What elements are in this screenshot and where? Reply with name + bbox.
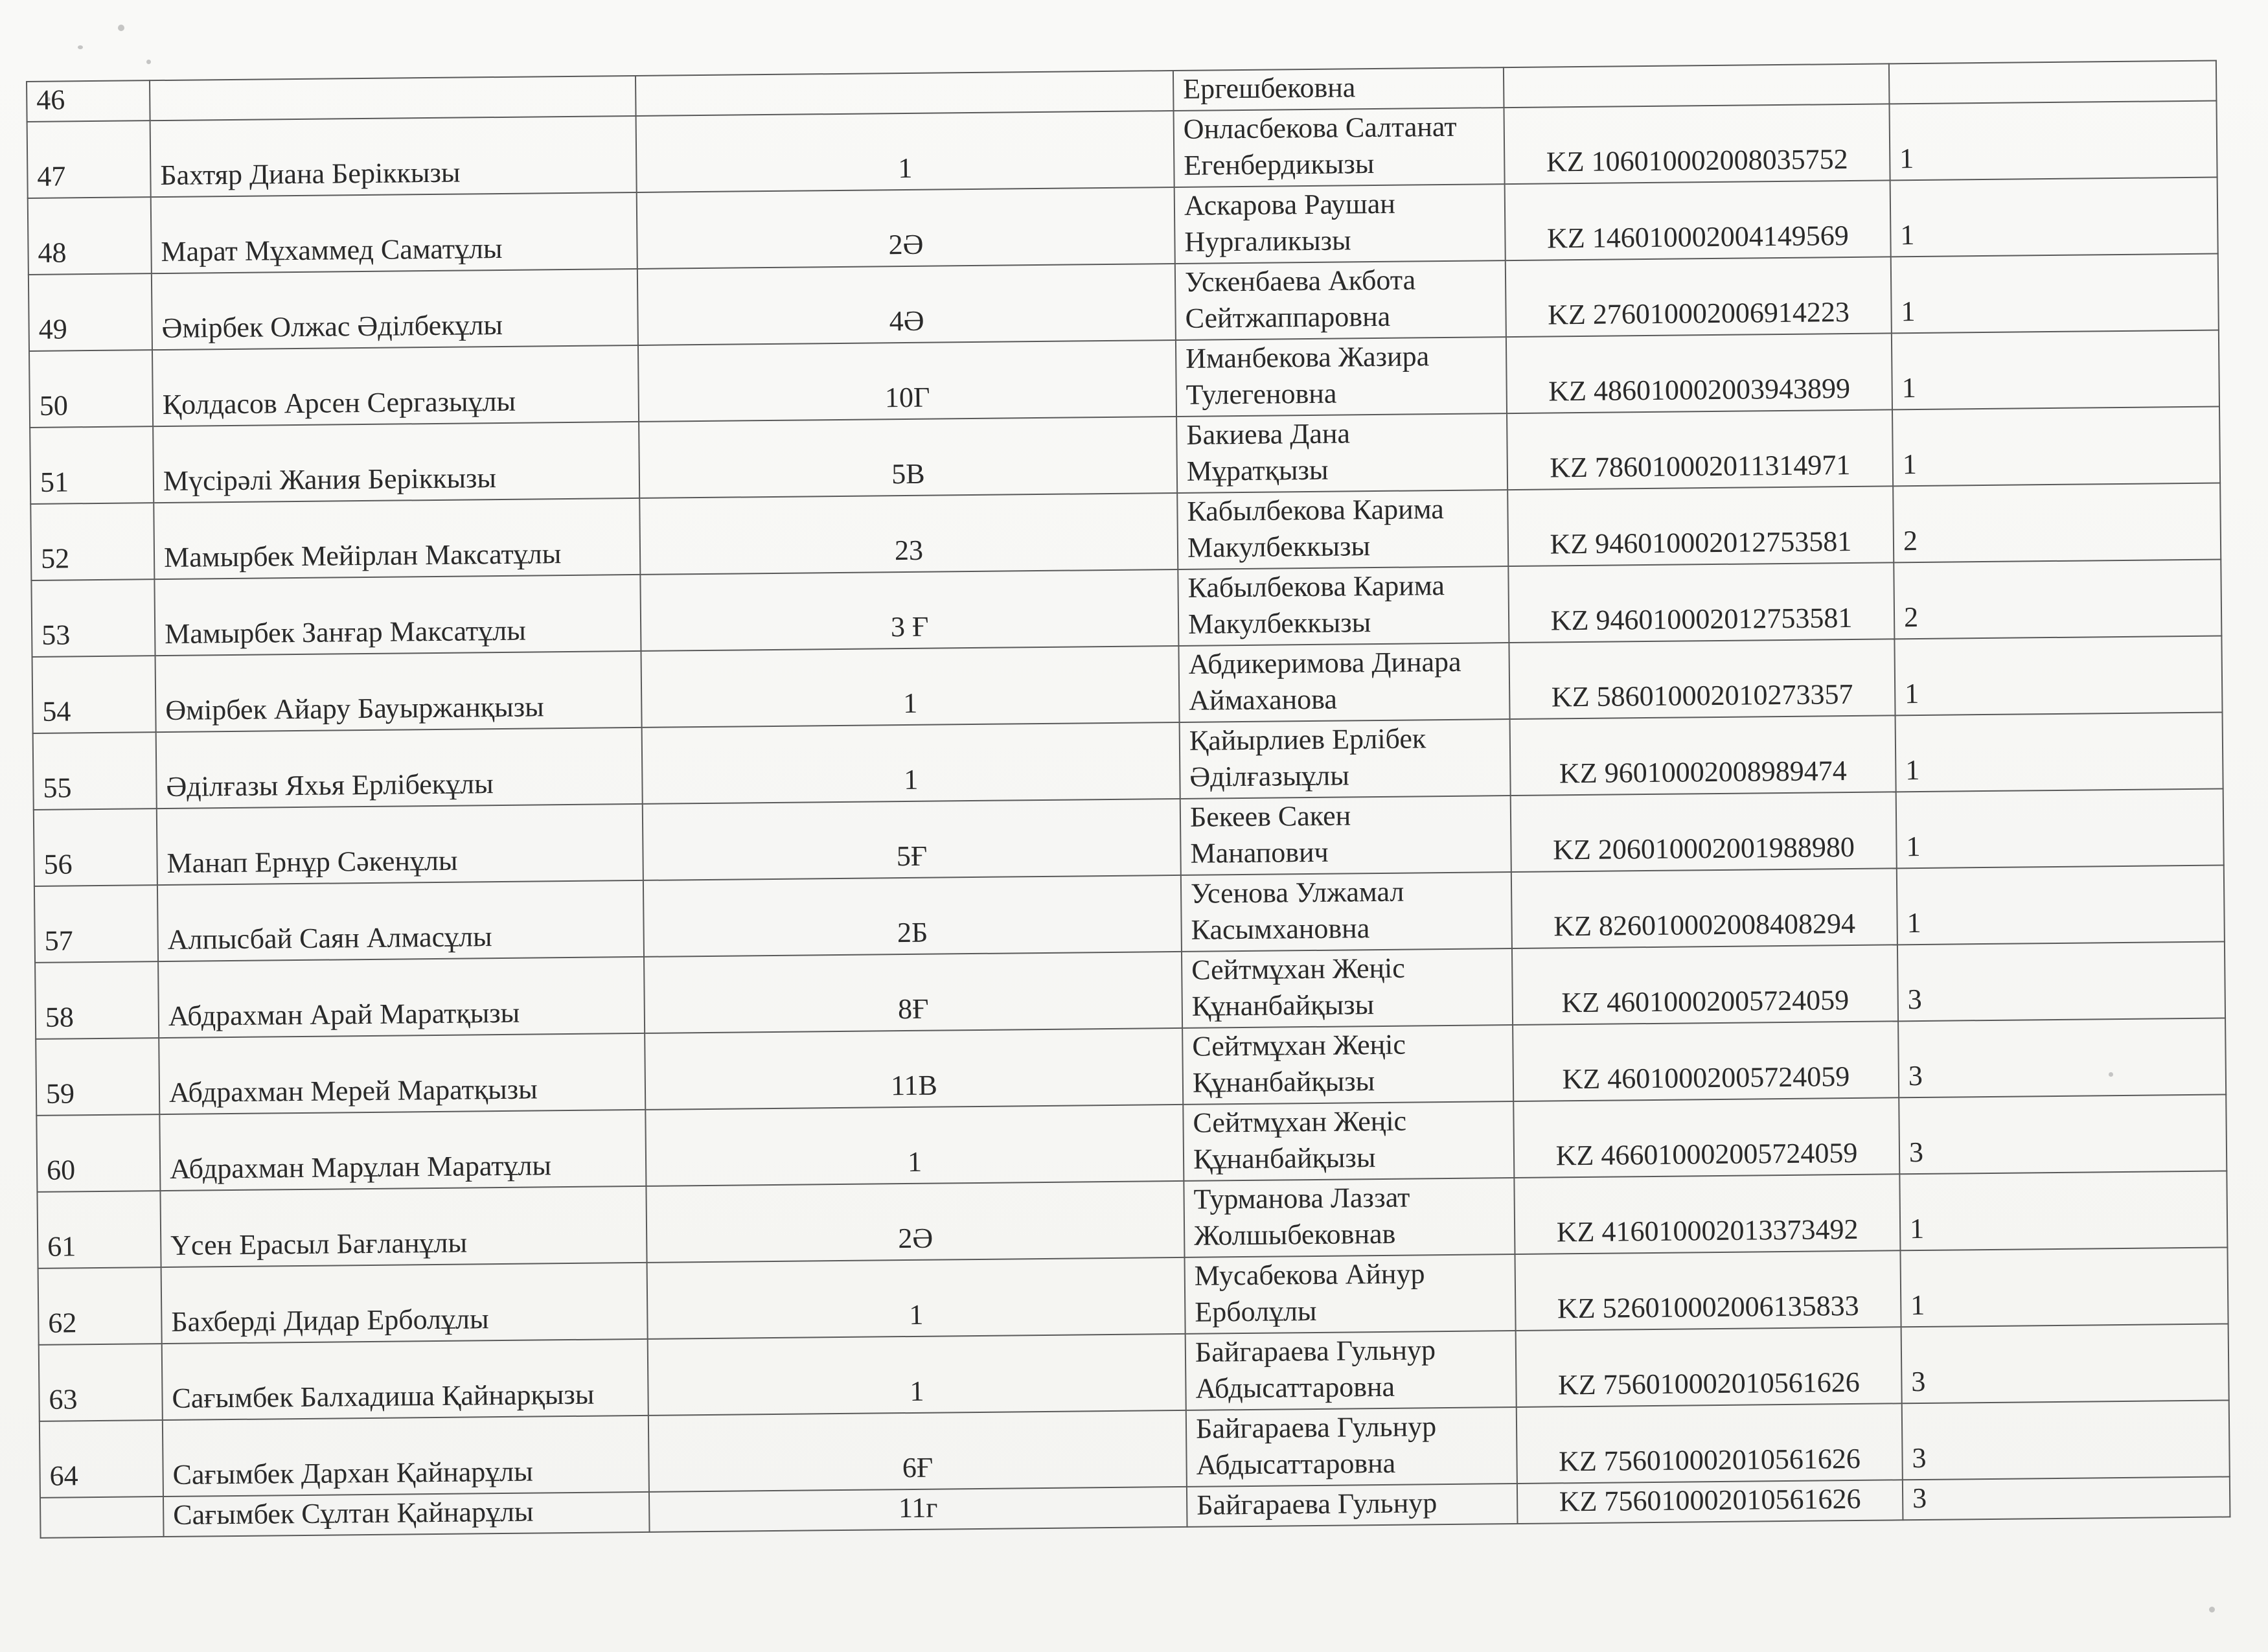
row-number-cell: 47: [27, 120, 151, 198]
account-number-cell: KZ 946010002012753581: [1508, 562, 1894, 643]
children-count-cell: 1: [1892, 330, 2219, 410]
parent-name-line: Аймаханова: [1189, 683, 1338, 717]
parent-name-cell: [1178, 566, 1509, 646]
parent-name-line: Абдысаттаровна: [1196, 1447, 1396, 1481]
account-number-cell: KZ 106010002008035752: [1504, 104, 1890, 184]
account-number-cell: KZ 786010002011314971: [1507, 409, 1893, 490]
parent-name-line: Сейтмұхан Жеңіс: [1193, 1105, 1407, 1139]
parent-name-line: Кабылбекова Карима: [1187, 493, 1445, 527]
class-cell: 5В: [639, 417, 1177, 498]
class-cell: 11В: [645, 1028, 1183, 1110]
account-number-cell: KZ 466010002005724059: [1513, 1097, 1899, 1178]
row-number-cell: 62: [38, 1267, 162, 1345]
parent-name-line: Әділғазыұлы: [1189, 759, 1350, 793]
parent-name-line: Сейтжаппаровна: [1185, 300, 1391, 334]
class-cell: 23: [639, 493, 1178, 575]
parent-name-cell: [1173, 67, 1504, 111]
row-number-cell: 61: [37, 1191, 161, 1268]
parent-name-line: Байгараева Гульнур: [1195, 1410, 1437, 1445]
parent-name-line: Байгараева Гульнур: [1196, 1487, 1438, 1521]
class-cell: 1: [642, 722, 1180, 804]
class-cell: 6Ғ: [648, 1410, 1187, 1492]
row-number-cell: 50: [29, 350, 153, 428]
account-number-cell: KZ 946010002012753581: [1507, 486, 1894, 566]
parent-name-cell: [1177, 490, 1508, 569]
class-cell: 3 Ғ: [640, 569, 1178, 651]
student-name-cell: Бахберді Дидар Ерболұлы: [161, 1263, 648, 1344]
parent-name-line: Ускенбаева Акбота: [1184, 264, 1416, 298]
account-number-cell: KZ 526010002006135833: [1515, 1250, 1901, 1331]
student-name-cell: Мамырбек Занғар Максатұлы: [154, 575, 641, 656]
children-count-cell: 3: [1903, 1476, 2230, 1520]
class-cell: 2Ә: [646, 1181, 1184, 1263]
parent-name-cell: [1182, 948, 1513, 1028]
parent-name-cell: [1176, 413, 1507, 493]
children-count-cell: 1: [1896, 712, 2223, 792]
parent-name-cell: [1185, 1254, 1516, 1334]
student-name-cell: Сағымбек Балхадиша Қайнарқызы: [162, 1339, 648, 1420]
parent-name-line: Кабылбекова Карима: [1187, 569, 1445, 604]
row-number-cell: 54: [32, 656, 156, 733]
student-name-cell: Манап Ернұр Сәкенұлы: [157, 804, 643, 885]
student-name-cell: Абдрахман Мерей Маратқызы: [159, 1033, 645, 1114]
student-name-cell: Қолдасов Арсен Сергазыұлы: [152, 345, 639, 426]
parent-name-line: Тулегеновна: [1186, 377, 1337, 411]
children-count-cell: 1: [1889, 101, 2217, 181]
account-number-cell: KZ 46010002005724059: [1512, 945, 1898, 1025]
children-count-cell: 1: [1897, 865, 2225, 945]
class-cell: 4Ә: [637, 264, 1176, 345]
parent-name-line: Онласбекова Салтанат: [1183, 110, 1457, 145]
student-name-cell: Әмірбек Олжас Әділбекұлы: [152, 269, 638, 350]
parent-name-cell: [1180, 796, 1511, 875]
parent-name-line: Құнанбайқызы: [1192, 1065, 1375, 1099]
children-count-cell: 1: [1899, 1171, 2227, 1250]
account-number-cell: KZ 486010002003943899: [1506, 333, 1892, 413]
children-count-cell: [1889, 61, 2217, 104]
class-cell: [636, 71, 1174, 116]
account-number-cell: KZ 206010002001988980: [1511, 792, 1897, 872]
student-name-cell: Алпысбай Саян Алмасұлы: [157, 880, 644, 961]
parent-name-line: Турманова Лаззат: [1193, 1181, 1410, 1215]
row-number-cell: 56: [34, 809, 157, 886]
parent-name-line: Аскарова Раушан: [1184, 187, 1396, 222]
row-number-cell: 55: [33, 732, 157, 810]
student-name-cell: Өмірбек Айару Бауыржанқызы: [155, 651, 642, 732]
parent-name-cell: [1183, 1101, 1514, 1181]
account-number-cell: KZ 416010002013373492: [1514, 1174, 1900, 1254]
parent-name-cell: [1182, 1025, 1513, 1105]
parent-name-cell: [1174, 184, 1506, 264]
parent-name-cell: [1176, 337, 1507, 417]
children-count-cell: 1: [1892, 407, 2220, 487]
row-number-cell: 63: [39, 1344, 163, 1421]
scan-speck: [78, 45, 83, 49]
row-number-cell: 52: [30, 503, 154, 580]
parent-name-line: Мұратқызы: [1186, 453, 1329, 487]
student-name-cell: Үсен Ерасыл Бағланұлы: [160, 1186, 647, 1267]
roster-table: [26, 60, 2230, 1539]
row-number-cell: 51: [30, 426, 154, 504]
row-number-cell: 46: [27, 80, 150, 122]
parent-name-line: Бекеев Сакен: [1189, 799, 1351, 833]
parent-name-line: Усенова Улжамал: [1190, 875, 1404, 910]
account-number-cell: KZ 96010002008989474: [1510, 715, 1896, 796]
row-number-cell: 53: [31, 579, 155, 657]
parent-name-line: Нургаликызы: [1184, 224, 1351, 258]
class-cell: 10Г: [638, 340, 1176, 422]
account-number-cell: KZ 756010002010561626: [1516, 1327, 1902, 1407]
parent-name-line: Иманбекова Жазира: [1185, 340, 1430, 374]
parent-name-line: Ерболұлы: [1195, 1294, 1317, 1328]
parent-name-cell: [1180, 719, 1511, 799]
student-name-cell: Абдрахман Арай Маратқызы: [158, 957, 645, 1038]
row-number-cell: 49: [29, 273, 152, 351]
parent-name-line: Құнанбайқызы: [1193, 1141, 1376, 1175]
class-cell: 2Б: [643, 875, 1182, 957]
class-cell: 8Ғ: [644, 952, 1182, 1033]
children-count-cell: 3: [1901, 1324, 2229, 1403]
parent-name-line: Бакиева Дана: [1186, 417, 1351, 451]
parent-name-cell: [1184, 1178, 1515, 1257]
row-number-cell: [40, 1497, 164, 1538]
class-cell: 5Ғ: [643, 799, 1181, 880]
scan-speck: [118, 25, 124, 31]
roster-table-container: [26, 60, 2230, 1566]
parent-name-line: Жолшыбековнав: [1193, 1217, 1396, 1252]
row-number-cell: 60: [36, 1114, 160, 1192]
parent-name-line: Манапович: [1190, 836, 1329, 869]
account-number-cell: KZ 146010002004149569: [1505, 180, 1891, 260]
student-name-cell: [150, 76, 636, 120]
children-count-cell: 1: [1900, 1247, 2228, 1327]
account-number-cell: KZ 276010002006914223: [1506, 257, 1892, 337]
account-number-cell: KZ 586010002010273357: [1509, 639, 1895, 719]
parent-name-line: Егенбердикызы: [1184, 148, 1375, 181]
parent-name-line: Макулбеккызы: [1187, 606, 1371, 640]
row-number-cell: 64: [40, 1420, 163, 1498]
parent-name-line: Абдикеримова Динара: [1188, 645, 1461, 680]
parent-name-line: Касымхановна: [1191, 912, 1370, 946]
row-number-cell: 58: [35, 961, 159, 1039]
class-cell: 1: [645, 1105, 1184, 1186]
class-cell: 1: [641, 646, 1179, 728]
parent-name-line: Қайырлиев Ерлібек: [1189, 722, 1426, 757]
parent-name-cell: [1186, 1331, 1517, 1410]
children-count-cell: 3: [1897, 941, 2225, 1021]
children-count-cell: 3: [1899, 1094, 2227, 1174]
student-name-cell: Әділғазы Яхья Ерлібекұлы: [156, 728, 643, 809]
account-number-cell: KZ 756010002010561626: [1517, 1480, 1903, 1524]
scan-speck: [146, 60, 151, 64]
roster-table-body: [27, 61, 2230, 1538]
student-name-cell: Марат Мұхаммед Саматұлы: [151, 192, 637, 273]
row-number-cell: 48: [28, 197, 152, 275]
student-name-cell: Абдрахман Марұлан Маратұлы: [159, 1110, 646, 1191]
student-name-cell: Сағымбек Сұлтан Қайнарұлы: [163, 1492, 650, 1537]
children-count-cell: 3: [1902, 1400, 2230, 1480]
children-count-cell: 1: [1896, 788, 2224, 868]
student-name-cell: Мүсірәлі Жания Беріккызы: [153, 422, 639, 503]
class-cell: 11г: [649, 1487, 1187, 1532]
student-name-cell: Мамырбек Мейірлан Максатұлы: [154, 498, 640, 579]
account-number-cell: KZ 826010002008408294: [1511, 868, 1897, 948]
class-cell: 2Ә: [637, 187, 1175, 269]
student-name-cell: Сағымбек Дархан Қайнарұлы: [163, 1416, 649, 1497]
row-number-cell: 57: [34, 885, 158, 963]
student-name-cell: Бахтяр Диана Беріккызы: [150, 116, 637, 197]
parent-name-line: Мусабекова Айнур: [1194, 1257, 1425, 1292]
parent-name-cell: [1181, 872, 1512, 952]
parent-name-cell: [1186, 1407, 1517, 1487]
parent-name-line: Сейтмұхан Жеңіс: [1191, 952, 1406, 986]
account-number-cell: KZ 756010002010561626: [1517, 1403, 1903, 1484]
children-count-cell: 2: [1893, 483, 2221, 563]
parent-name-line: Байгараева Гульнур: [1195, 1334, 1436, 1368]
class-cell: 1: [648, 1334, 1186, 1416]
parent-name-cell: [1175, 260, 1506, 340]
children-count-cell: 2: [1894, 560, 2221, 639]
account-number-cell: KZ 46010002005724059: [1513, 1021, 1899, 1101]
parent-name-line: Құнанбайқызы: [1191, 989, 1375, 1022]
parent-name-cell: [1178, 643, 1509, 722]
parent-name-line: Макулбеккызы: [1187, 530, 1371, 564]
class-cell: 1: [647, 1257, 1186, 1339]
parent-name-line: Абдысаттаровна: [1195, 1370, 1395, 1405]
account-number-cell: [1504, 63, 1890, 108]
parent-name-cell: [1187, 1484, 1518, 1527]
row-number-cell: 59: [36, 1038, 159, 1116]
children-count-cell: 1: [1894, 636, 2222, 716]
children-count-cell: 3: [1898, 1018, 2226, 1097]
class-cell: 1: [636, 111, 1174, 192]
children-count-cell: 1: [1891, 254, 2219, 334]
parent-name-line: Сейтмұхан Жеңіс: [1192, 1028, 1406, 1062]
parent-name-cell: [1174, 108, 1505, 187]
scan-speck: [2209, 1607, 2215, 1612]
children-count-cell: 1: [1890, 178, 2218, 257]
parent-name-line: Ергешбековна: [1182, 71, 1356, 105]
